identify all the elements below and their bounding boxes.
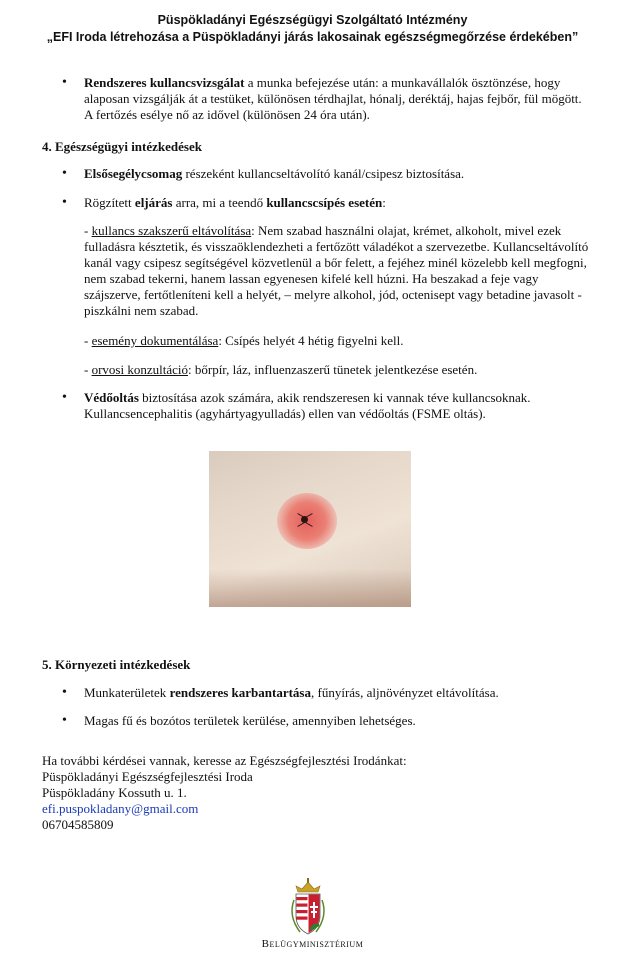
contact-block bbox=[42, 753, 587, 833]
tick-removal-text: - kullancs szakszerű eltávolítása: Nem szabad használni olajat, krémet, alkoholt, mivel ezek fulladásra késztetik, és visszaöklendezheti a fertőzött váladékot a szervezetbe. Kullancseltávolító kanál vagy csipesz segítségével közvetlenül a bőr felett, a fejéhez minél közelebb kell megfogni, nem szabad tekerni, hanem lassan egyenesen kifelé kell húzni. Ha beszakad a feje vagy szájszerve, fertőtleníteni kell a helyét, – melyre alkohol, jód, octenisept vagy betadine javasolt - piszkálni nem szabad. bbox=[84, 223, 589, 318]
contact-email-link[interactable]: efi.puspokladany@gmail.com bbox=[42, 801, 199, 816]
vaccination-bullet bbox=[42, 390, 587, 422]
section-4-list bbox=[42, 166, 587, 182]
list-item: • Rendszeres kullancsvizsgálat a munka befejezése után: a munkavállalók ösztönzése, hogy alaposan vizsgálják át a testüket, különösen térdhajlat, hónalj, deréktáj, hajas fejbőr, fül mögött. A fertőzés esélye nő az idővel (különösen 24 óra után). bbox=[84, 75, 587, 123]
list-item: • Védőoltás biztosítása azok számára, akik rendszeresen ki vannak téve kullancsoknak. Kullancsencephalitis (agyhártyagyulladás) ellen van védőoltás (FSME oltás). bbox=[84, 390, 587, 422]
list-item: • Magas fű és bozótos területek kerülése, amennyiben lehetséges. bbox=[84, 713, 587, 729]
document-header bbox=[0, 0, 625, 46]
contact-phone: 06704585809 bbox=[42, 817, 114, 832]
contact-intro: Ha további kérdései vannak, keresse az Egészségfejlesztési Irodánkat: bbox=[42, 753, 407, 768]
section-5 bbox=[42, 657, 587, 673]
header-project: „EFI Iroda létrehozása a Püspökladányi járás lakosainak egészségmegőrzése érdekében” bbox=[46, 30, 579, 44]
tick-bite-photo bbox=[209, 451, 411, 607]
photo-shadow bbox=[209, 569, 411, 607]
section-4-procedure bbox=[42, 195, 587, 211]
hungarian-coat-of-arms-icon bbox=[280, 878, 336, 938]
list-item: • Munkaterületek rendszeres karbantartása, fűnyírás, aljnövényzet eltávolítása. bbox=[84, 685, 587, 701]
ministry-name: Belügyminisztérium bbox=[261, 938, 364, 950]
list-item: • Rögzített eljárás arra, mi a teendő kullancscsípés esetén: bbox=[84, 195, 587, 211]
header-institution: Püspökladányi Egészségügyi Szolgáltató Intézmény bbox=[157, 13, 468, 27]
contact-office: Püspökladányi Egészségfejlesztési Iroda bbox=[42, 769, 253, 784]
section-5-list bbox=[42, 685, 587, 701]
list-item: • Elsősegélycsomag részeként kullancseltávolító kanál/csipesz biztosítása. bbox=[84, 166, 587, 182]
medical-consultation-text: - orvosi konzultáció: bőrpír, láz, influenzaszerű tünetek jelentkezése esetén. bbox=[84, 362, 478, 377]
section-4 bbox=[42, 139, 587, 155]
section-5-list-2 bbox=[42, 713, 587, 729]
section-5-title: 5. Környezeti intézkedések bbox=[42, 657, 191, 672]
event-documentation-text: - esemény dokumentálása: Csípés helyét 4 hétig figyelni kell. bbox=[84, 333, 404, 348]
section-3-continuation bbox=[42, 75, 587, 123]
contact-address: Püspökladány Kossuth u. 1. bbox=[42, 785, 187, 800]
section-4-title: 4. Egészségügyi intézkedések bbox=[42, 139, 202, 154]
